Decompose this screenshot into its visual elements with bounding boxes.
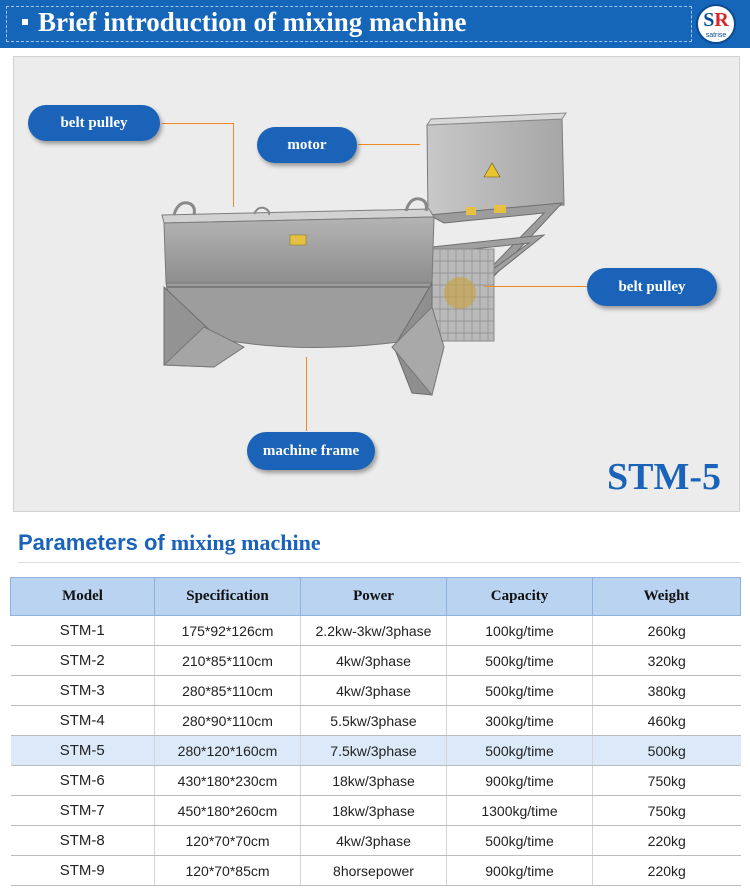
cell-weight: 750kg [593, 766, 741, 796]
parameters-title: Parameters of mixing machine [18, 530, 321, 555]
cell-weight: 320kg [593, 646, 741, 676]
callout-motor: motor [257, 127, 357, 163]
cell-capacity: 500kg/time [447, 676, 593, 706]
cell-specification: 450*180*260cm [155, 796, 301, 826]
banner-title: Brief introduction of mixing machine [22, 7, 467, 38]
cell-weight: 220kg [593, 856, 741, 886]
callout-machine-frame: machine frame [247, 432, 375, 470]
column-header-power: Power [301, 578, 447, 616]
model-mark: STM-5 [607, 456, 721, 498]
cell-weight: 380kg [593, 676, 741, 706]
cell-weight: 500kg [593, 736, 741, 766]
cell-specification: 280*90*110cm [155, 706, 301, 736]
column-header-capacity: Capacity [447, 578, 593, 616]
cell-specification: 280*85*110cm [155, 676, 301, 706]
header-banner [0, 0, 750, 48]
callout-belt-pulley-right: belt pulley [587, 268, 717, 306]
cell-power: 18kw/3phase [301, 766, 447, 796]
column-header-specification: Specification [155, 578, 301, 616]
cell-model: STM-8 [11, 826, 155, 856]
table-row [11, 766, 741, 796]
leader-belt-pulley-top [162, 123, 234, 207]
product-photo [13, 56, 740, 512]
leader-machine-frame [306, 357, 307, 431]
leader-belt-pulley-right [484, 286, 588, 287]
cell-specification: 120*70*70cm [155, 826, 301, 856]
cell-model: STM-1 [11, 616, 155, 646]
cell-specification: 430*180*230cm [155, 766, 301, 796]
cell-capacity: 300kg/time [447, 706, 593, 736]
callout-belt-pulley-top: belt pulley [28, 105, 160, 141]
cell-weight: 750kg [593, 796, 741, 826]
cell-model: STM-5 [11, 736, 155, 766]
cell-model: STM-4 [11, 706, 155, 736]
cell-model: STM-9 [11, 856, 155, 886]
cell-capacity: 500kg/time [447, 736, 593, 766]
cell-power: 5.5kw/3phase [301, 706, 447, 736]
cell-power: 4kw/3phase [301, 826, 447, 856]
table-row [11, 826, 741, 856]
cell-capacity: 100kg/time [447, 616, 593, 646]
table-row [11, 706, 741, 736]
cell-power: 18kw/3phase [301, 796, 447, 826]
logo-word: satrise [705, 32, 727, 39]
table-row [11, 646, 741, 676]
satrise-logo: SR satrise [696, 4, 736, 44]
column-header-model: Model [11, 578, 155, 616]
cell-power: 4kw/3phase [301, 646, 447, 676]
table-row [11, 856, 741, 886]
cell-weight: 220kg [593, 826, 741, 856]
table-row [11, 676, 741, 706]
cell-weight: 460kg [593, 706, 741, 736]
cell-specification: 120*70*85cm [155, 856, 301, 886]
table-row [11, 736, 741, 766]
cell-model: STM-7 [11, 796, 155, 826]
table-row [11, 796, 741, 826]
table-header-row [11, 578, 741, 616]
leader-motor [358, 144, 420, 145]
cell-specification: 210*85*110cm [155, 646, 301, 676]
cell-model: STM-3 [11, 676, 155, 706]
cell-power: 2.2kw-3kw/3phase [301, 616, 447, 646]
cell-model: STM-6 [11, 766, 155, 796]
column-header-weight: Weight [593, 578, 741, 616]
cell-model: STM-2 [11, 646, 155, 676]
cell-capacity: 1300kg/time [447, 796, 593, 826]
cell-power: 4kw/3phase [301, 676, 447, 706]
bullet-icon [22, 19, 28, 25]
cell-specification: 175*92*126cm [155, 616, 301, 646]
cell-specification: 280*120*160cm [155, 736, 301, 766]
parameters-table [10, 577, 741, 886]
cell-capacity: 500kg/time [447, 646, 593, 676]
section-divider [18, 562, 740, 563]
cell-power: 8horsepower [301, 856, 447, 886]
cell-capacity: 900kg/time [447, 856, 593, 886]
cell-capacity: 900kg/time [447, 766, 593, 796]
table-row [11, 616, 741, 646]
cell-power: 7.5kw/3phase [301, 736, 447, 766]
cell-capacity: 500kg/time [447, 826, 593, 856]
cell-weight: 260kg [593, 616, 741, 646]
